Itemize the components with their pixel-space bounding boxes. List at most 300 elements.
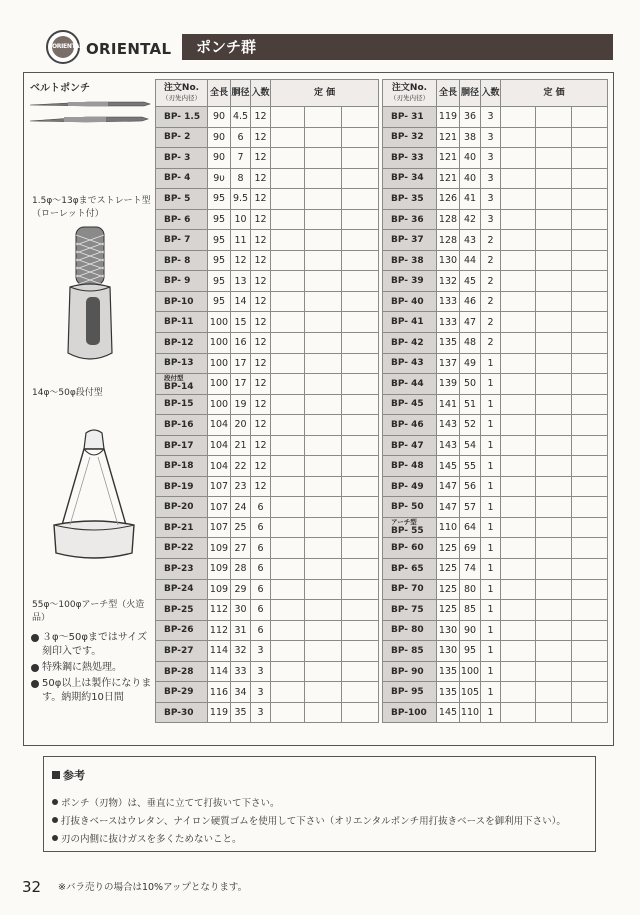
order-code: BP-22: [156, 538, 208, 559]
price-cell: [572, 189, 608, 210]
qty-cell: 6: [251, 517, 271, 538]
length-cell: 128: [437, 230, 460, 251]
table-row: [156, 661, 379, 682]
price-cell: [536, 394, 572, 415]
qty-cell: 12: [251, 291, 271, 312]
order-code: BP- 38: [383, 250, 437, 271]
table-row: [383, 661, 608, 682]
diameter-cell: 8: [231, 168, 251, 189]
price-cell: [305, 661, 342, 682]
diameter-cell: 46: [460, 291, 481, 312]
table-row: [383, 702, 608, 723]
qty-cell: 1: [481, 682, 501, 703]
price-cell: [271, 435, 305, 456]
price-cell: [271, 312, 305, 333]
price-cell: [271, 271, 305, 292]
diameter-cell: 110: [460, 702, 481, 723]
order-code: BP- 35: [383, 189, 437, 210]
price-cell: [536, 641, 572, 662]
table-row: [156, 107, 379, 128]
length-cell: 100: [208, 394, 231, 415]
price-cell: [536, 107, 572, 128]
price-cell: [501, 579, 536, 600]
price-cell: [536, 353, 572, 374]
bullet-icon: [31, 634, 39, 642]
table-row: [156, 353, 379, 374]
diameter-cell: 14: [231, 291, 251, 312]
qty-cell: 3: [251, 661, 271, 682]
price-cell: [501, 271, 536, 292]
table-row: [156, 168, 379, 189]
diameter-cell: 55: [460, 456, 481, 477]
order-code: BP-25: [156, 600, 208, 621]
qty-cell: 3: [481, 148, 501, 169]
qty-cell: 3: [481, 127, 501, 148]
diameter-cell: 33: [231, 661, 251, 682]
length-cell: 125: [437, 538, 460, 559]
order-code: BP- 39: [383, 271, 437, 292]
order-code: BP- 65: [383, 559, 437, 580]
table-row: [383, 435, 608, 456]
price-cell: [342, 600, 379, 621]
price-cell: [501, 148, 536, 169]
order-code: BP- 33: [383, 148, 437, 169]
diameter-cell: 9.5: [231, 189, 251, 210]
bullet-icon: [52, 835, 58, 841]
price-cell: [501, 107, 536, 128]
order-code: BP- 90: [383, 661, 437, 682]
square-bullet-icon: [52, 771, 60, 779]
header-diameter: 胴径: [231, 80, 251, 107]
price-cell: [536, 148, 572, 169]
length-cell: 9υ: [208, 168, 231, 189]
price-cell: [501, 333, 536, 354]
price-cell: [271, 702, 305, 723]
price-cell: [536, 579, 572, 600]
price-cell: [501, 353, 536, 374]
price-cell: [501, 312, 536, 333]
length-cell: 147: [437, 497, 460, 518]
qty-cell: 12: [251, 127, 271, 148]
table-row: [156, 127, 379, 148]
table-row: [156, 148, 379, 169]
price-cell: [342, 209, 379, 230]
table-row: [383, 250, 608, 271]
diameter-cell: 50: [460, 374, 481, 395]
length-cell: 121: [437, 148, 460, 169]
price-cell: [501, 620, 536, 641]
diameter-cell: 20: [231, 415, 251, 436]
price-cell: [342, 702, 379, 723]
order-code: BP-18: [156, 456, 208, 477]
price-cell: [536, 517, 572, 538]
qty-cell: 6: [251, 497, 271, 518]
price-cell: [536, 702, 572, 723]
diameter-cell: 80: [460, 579, 481, 600]
order-code: BP- 49: [383, 476, 437, 497]
length-cell: 95: [208, 209, 231, 230]
length-cell: 143: [437, 415, 460, 436]
price-cell: [271, 107, 305, 128]
table-row: [156, 333, 379, 354]
price-cell: [501, 189, 536, 210]
length-cell: 141: [437, 394, 460, 415]
order-code: BP-17: [156, 435, 208, 456]
order-code: BP-28: [156, 661, 208, 682]
diameter-cell: 10: [231, 209, 251, 230]
diameter-cell: 54: [460, 435, 481, 456]
qty-cell: 6: [251, 559, 271, 580]
qty-cell: 1: [481, 394, 501, 415]
price-cell: [536, 374, 572, 395]
diameter-cell: 35: [231, 702, 251, 723]
header-price: 定 価: [501, 80, 608, 107]
price-cell: [572, 579, 608, 600]
qty-cell: 12: [251, 107, 271, 128]
price-cell: [271, 250, 305, 271]
qty-cell: 1: [481, 559, 501, 580]
reference-box: [43, 756, 596, 852]
price-cell: [305, 291, 342, 312]
price-cell: [572, 415, 608, 436]
price-cell: [572, 435, 608, 456]
qty-cell: 12: [251, 189, 271, 210]
price-cell: [501, 209, 536, 230]
price-cell: [572, 312, 608, 333]
table-row: [156, 435, 379, 456]
table-row: [383, 456, 608, 477]
table-row: [383, 148, 608, 169]
price-cell: [501, 415, 536, 436]
price-cell: [305, 497, 342, 518]
price-cell: [572, 497, 608, 518]
length-cell: 133: [437, 312, 460, 333]
diameter-cell: 28: [231, 559, 251, 580]
page-number: 32: [22, 878, 42, 896]
price-cell: [342, 620, 379, 641]
diameter-cell: 7: [231, 148, 251, 169]
table-row: [156, 415, 379, 436]
price-cell: [271, 415, 305, 436]
price-cell: [572, 476, 608, 497]
table-row: [383, 374, 608, 395]
note-item: ３φ～50φまではサイズ刻印入です。: [30, 631, 152, 659]
order-code: BP-30: [156, 702, 208, 723]
table-row: [156, 579, 379, 600]
price-cell: [572, 107, 608, 128]
price-cell: [501, 250, 536, 271]
diameter-cell: 19: [231, 394, 251, 415]
table-row: [156, 538, 379, 559]
price-cell: [342, 168, 379, 189]
diameter-cell: 25: [231, 517, 251, 538]
qty-cell: 3: [481, 209, 501, 230]
price-cell: [305, 435, 342, 456]
table-row: [383, 682, 608, 703]
diameter-cell: 90: [460, 620, 481, 641]
diameter-cell: 69: [460, 538, 481, 559]
price-cell: [501, 661, 536, 682]
table-row: [156, 374, 379, 395]
table-row: [383, 353, 608, 374]
order-code: BP- 60: [383, 538, 437, 559]
price-cell: [342, 291, 379, 312]
order-code: BP- 34: [383, 168, 437, 189]
price-cell: [536, 250, 572, 271]
table-row: [383, 127, 608, 148]
table-row: [156, 209, 379, 230]
price-cell: [305, 476, 342, 497]
diameter-cell: 40: [460, 168, 481, 189]
price-cell: [342, 333, 379, 354]
order-code: BP- 37: [383, 230, 437, 251]
price-cell: [572, 271, 608, 292]
price-cell: [342, 312, 379, 333]
price-cell: [342, 250, 379, 271]
order-code: BP- 4: [156, 168, 208, 189]
price-cell: [572, 641, 608, 662]
table-row: [383, 168, 608, 189]
order-code: BP-21: [156, 517, 208, 538]
length-cell: 104: [208, 415, 231, 436]
price-cell: [342, 353, 379, 374]
price-cell: [572, 394, 608, 415]
length-cell: 143: [437, 435, 460, 456]
length-cell: 109: [208, 559, 231, 580]
order-code: BP-20: [156, 497, 208, 518]
qty-cell: 1: [481, 476, 501, 497]
straight-punch-illustration: [28, 95, 152, 129]
price-cell: [271, 476, 305, 497]
price-cell: [501, 435, 536, 456]
order-code: BP- 5: [156, 189, 208, 210]
price-cell: [271, 456, 305, 477]
table-row: [383, 271, 608, 292]
length-cell: 100: [208, 353, 231, 374]
qty-cell: 2: [481, 271, 501, 292]
length-cell: 133: [437, 291, 460, 312]
price-cell: [536, 127, 572, 148]
header-qty: 入数: [481, 80, 501, 107]
price-cell: [501, 497, 536, 518]
header-qty: 入数: [251, 80, 271, 107]
diameter-cell: 51: [460, 394, 481, 415]
qty-cell: 1: [481, 456, 501, 477]
qty-cell: 3: [251, 702, 271, 723]
price-cell: [271, 333, 305, 354]
diameter-cell: 32: [231, 641, 251, 662]
qty-cell: 1: [481, 702, 501, 723]
length-cell: 145: [437, 702, 460, 723]
price-cell: [536, 661, 572, 682]
table-row: [383, 497, 608, 518]
price-cell: [536, 168, 572, 189]
qty-cell: 1: [481, 538, 501, 559]
price-cell: [572, 374, 608, 395]
note-item: 特殊鋼に熱処理。: [30, 661, 152, 675]
length-cell: 114: [208, 641, 231, 662]
qty-cell: 12: [251, 353, 271, 374]
length-cell: 132: [437, 271, 460, 292]
order-code: BP-15: [156, 394, 208, 415]
knurled-punch-illustration: [60, 223, 124, 367]
price-cell: [342, 394, 379, 415]
spec-table-right: [382, 79, 608, 723]
price-cell: [271, 127, 305, 148]
table-row: [156, 702, 379, 723]
table-row: [156, 620, 379, 641]
price-cell: [342, 127, 379, 148]
length-cell: 110: [437, 517, 460, 538]
price-cell: [572, 538, 608, 559]
reference-item: 刃の内側に抜けガスを多くためないこと。: [52, 831, 242, 845]
table-row: [156, 312, 379, 333]
table-row: [383, 394, 608, 415]
brand-logo: [46, 30, 83, 64]
qty-cell: 2: [481, 230, 501, 251]
diameter-cell: 12: [231, 250, 251, 271]
length-cell: 125: [437, 579, 460, 600]
qty-cell: 12: [251, 435, 271, 456]
price-cell: [342, 374, 379, 395]
price-cell: [572, 333, 608, 354]
price-cell: [536, 456, 572, 477]
length-cell: 95: [208, 291, 231, 312]
length-cell: 114: [208, 661, 231, 682]
footnote: ※バラ売りの場合は10%アップとなります。: [58, 882, 248, 893]
price-cell: [342, 579, 379, 600]
price-cell: [342, 476, 379, 497]
order-code: BP- 50: [383, 497, 437, 518]
order-code: BP-24: [156, 579, 208, 600]
price-cell: [572, 148, 608, 169]
price-cell: [501, 538, 536, 559]
price-cell: [271, 661, 305, 682]
price-cell: [572, 456, 608, 477]
table-row: [383, 600, 608, 621]
length-cell: 119: [208, 702, 231, 723]
price-cell: [305, 600, 342, 621]
price-cell: [305, 230, 342, 251]
price-cell: [271, 291, 305, 312]
table-row: [383, 476, 608, 497]
bullet-icon: [52, 799, 58, 805]
price-cell: [536, 435, 572, 456]
length-cell: 130: [437, 641, 460, 662]
diameter-cell: 74: [460, 559, 481, 580]
page-title: ポンチ群: [182, 34, 613, 60]
order-code: BP- 48: [383, 456, 437, 477]
price-cell: [305, 312, 342, 333]
diameter-cell: 4.5: [231, 107, 251, 128]
length-cell: 107: [208, 517, 231, 538]
price-cell: [271, 538, 305, 559]
qty-cell: 6: [251, 579, 271, 600]
order-code: BP- 9: [156, 271, 208, 292]
price-cell: [342, 682, 379, 703]
price-cell: [501, 374, 536, 395]
table-row: [156, 394, 379, 415]
order-code: BP-29: [156, 682, 208, 703]
diameter-cell: 17: [231, 353, 251, 374]
price-cell: [305, 333, 342, 354]
length-cell: 121: [437, 168, 460, 189]
price-cell: [536, 682, 572, 703]
price-cell: [342, 517, 379, 538]
diameter-cell: 36: [460, 107, 481, 128]
price-cell: [305, 353, 342, 374]
diameter-cell: 95: [460, 641, 481, 662]
table-header-row: [383, 80, 608, 107]
table-row: [156, 189, 379, 210]
qty-cell: 1: [481, 661, 501, 682]
length-cell: 107: [208, 476, 231, 497]
table-row: [156, 291, 379, 312]
diameter-cell: 105: [460, 682, 481, 703]
price-cell: [536, 291, 572, 312]
qty-cell: 3: [251, 682, 271, 703]
price-cell: [572, 559, 608, 580]
table-header-row: [156, 80, 379, 107]
order-code: BP- 44: [383, 374, 437, 395]
price-cell: [536, 271, 572, 292]
length-cell: 100: [208, 312, 231, 333]
diameter-cell: 34: [231, 682, 251, 703]
length-cell: 95: [208, 250, 231, 271]
length-cell: 100: [208, 374, 231, 395]
qty-cell: 1: [481, 353, 501, 374]
price-cell: [305, 189, 342, 210]
price-cell: [305, 394, 342, 415]
length-cell: 128: [437, 209, 460, 230]
price-cell: [536, 600, 572, 621]
product-frame: [23, 72, 614, 746]
diameter-cell: 30: [231, 600, 251, 621]
price-cell: [501, 230, 536, 251]
order-code: BP-27: [156, 641, 208, 662]
diameter-cell: 43: [460, 230, 481, 251]
table-row: [383, 538, 608, 559]
diameter-cell: 64: [460, 517, 481, 538]
reference-item: 打抜きベースはウレタン、ナイロン硬質ゴムを使用して下さい（オリエンタルポンチ用打抜きベースを御利用下さい）。: [52, 813, 566, 827]
qty-cell: 1: [481, 415, 501, 436]
price-cell: [271, 579, 305, 600]
price-cell: [342, 456, 379, 477]
price-cell: [271, 394, 305, 415]
diameter-cell: 47: [460, 312, 481, 333]
price-cell: [305, 209, 342, 230]
qty-cell: 12: [251, 250, 271, 271]
diameter-cell: 38: [460, 127, 481, 148]
diameter-cell: 40: [460, 148, 481, 169]
qty-cell: 1: [481, 620, 501, 641]
price-cell: [305, 127, 342, 148]
diameter-cell: 17: [231, 374, 251, 395]
qty-cell: 1: [481, 435, 501, 456]
diameter-cell: 6: [231, 127, 251, 148]
length-cell: 130: [437, 250, 460, 271]
table-row: [156, 641, 379, 662]
length-cell: 112: [208, 600, 231, 621]
price-cell: [342, 641, 379, 662]
price-cell: [536, 497, 572, 518]
order-code: BP- 70: [383, 579, 437, 600]
order-code: BP- 8: [156, 250, 208, 271]
length-cell: 109: [208, 538, 231, 559]
diameter-cell: 22: [231, 456, 251, 477]
table-row: [156, 250, 379, 271]
header-price: 定 価: [271, 80, 379, 107]
